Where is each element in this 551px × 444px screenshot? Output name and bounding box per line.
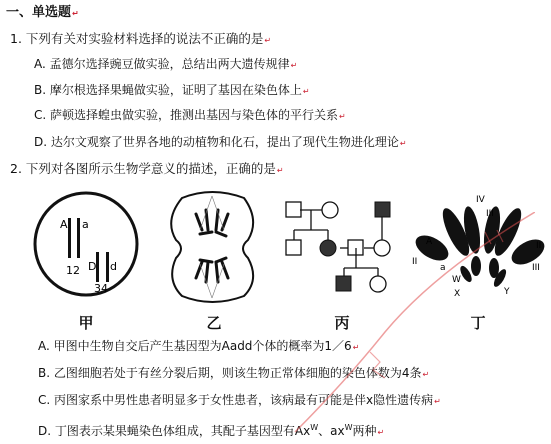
q1-option-d: D. 达尔文观察了世界各地的动植物和化石，提出了现代生物进化理论↵ (34, 135, 407, 149)
superscript-w: W (310, 423, 319, 432)
figure-bing (278, 198, 408, 303)
q1-option-a: A. 孟德尔选择豌豆做实验，总结出两大遗传规律↵ (34, 57, 298, 71)
q1-stem: 1. 下列有关对实验材料选择的说法不正确的是↵ (10, 31, 272, 46)
male-affected (336, 276, 351, 291)
figure-jia (30, 188, 142, 300)
chromosomes-top (196, 210, 228, 236)
chromosome-label: III (486, 209, 494, 219)
chromosome-label: II (412, 257, 418, 267)
chromosome-2 (77, 218, 80, 258)
q2-option-c: C. 丙图家系中男性患者明显多于女性患者，该病最有可能是伴x隐性遗传病↵ (38, 393, 441, 407)
gene-label: W (452, 275, 461, 285)
male-unaffected (286, 240, 301, 255)
q1-option-b: B. 摩尔根选择果蝇做实验，证明了基因在染色体上↵ (34, 83, 310, 97)
male-unaffected (286, 202, 301, 217)
gene-label: A (60, 218, 68, 231)
cell-outline (35, 193, 137, 295)
chromosome-label: IV (476, 195, 485, 205)
chromosome-number: 34 (94, 282, 108, 295)
q2-option-b: B. 乙图细胞若处于有丝分裂后期，则该生物正常体细胞的染色体数为4条↵ (38, 366, 430, 380)
q2-option-a: A. 甲图中生物自交后产生基因型为Aadd个体的概率为1／6↵ (38, 339, 360, 353)
section-title: 一、单选题↵ (6, 5, 79, 20)
chromosome-label: II (536, 241, 542, 251)
sex-chromosome-label: X (454, 289, 461, 299)
chromosomes-bottom (196, 258, 228, 282)
figure-yi (160, 190, 265, 305)
female-affected (320, 240, 336, 256)
pedigree-lines (294, 210, 382, 276)
chromosome-label: III (532, 263, 540, 273)
spindle-fibers (200, 196, 224, 298)
gene-label: A (426, 237, 433, 247)
q2-option-d: D. 丁图表示某果蝇染色体组成，其配子基因型有$Ax^W$、$ax^W$两种↵ (38, 423, 385, 438)
q1-option-c: C. 萨顿选择蝗虫做实验，推测出基因与染色体的平行关系↵ (34, 108, 346, 122)
caption-jia: 甲 (78, 314, 94, 332)
sex-chromosome-label: Y (504, 287, 510, 297)
superscript-w: W (344, 423, 353, 432)
chromosome-number: 12 (66, 264, 80, 277)
gene-label: a (82, 218, 89, 231)
chromosome-1 (68, 218, 71, 258)
caption-yi: 乙 (206, 314, 222, 332)
gene-label: a (440, 263, 446, 273)
gene-label: d (110, 260, 117, 273)
chromosome-4 (106, 252, 109, 282)
female-unaffected (370, 276, 386, 292)
female-unaffected (322, 202, 338, 218)
q2-stem: 2. 下列对各图所示生物学意义的描述，正确的是↵ (10, 161, 284, 176)
male-affected (375, 202, 390, 217)
female-unaffected (374, 240, 390, 256)
dividing-cell-outline (171, 192, 253, 302)
caption-ding: 丁 (470, 314, 486, 332)
gene-locus (474, 208, 478, 212)
caption-bing: 丙 (334, 314, 350, 332)
figure-ding (410, 190, 550, 308)
gene-label: D (88, 260, 97, 273)
